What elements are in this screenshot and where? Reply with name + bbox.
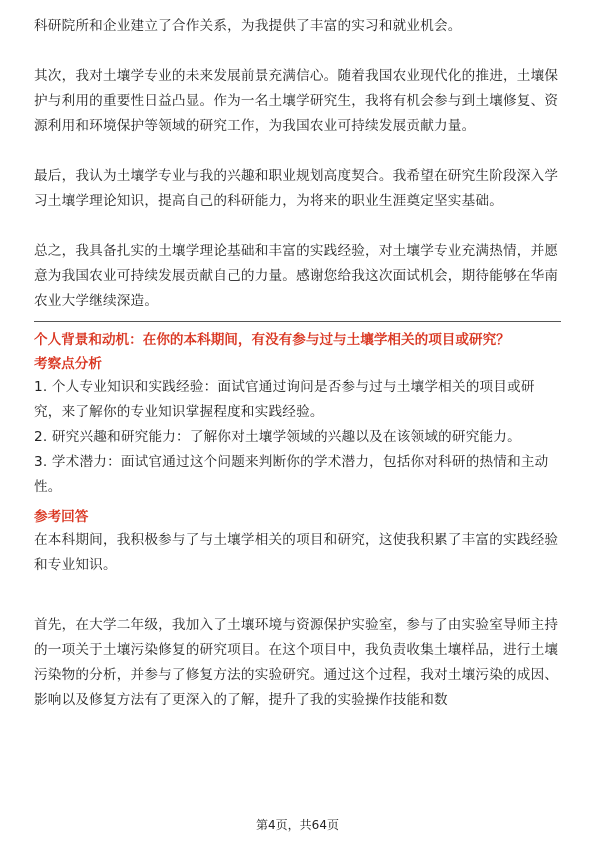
answer-heading: 参考回答 <box>34 509 89 525</box>
section-divider <box>34 321 561 322</box>
page-number: 第4页，共64页 <box>256 818 339 832</box>
answer-paragraph: 在本科期间，我积极参与了与土壤学相关的项目和研究，这使我积累了丰富的实践经验和专业知识。 <box>34 532 559 573</box>
paragraph: 科研院所和企业建立了合作关系，为我提供了丰富的实习和就业机会。 <box>34 18 462 34</box>
paragraph: 其次，我对土壤学专业的未来发展前景充满信心。随着我国农业现代化的推进，土壤保护与利用的重要性日益凸显。作为一名土壤学研究生，我将有机会参与到土壤修复、资源利用和环境保护等领域的研究工作，为我国农业可持续发展贡献力量。 <box>34 68 559 134</box>
interview-question: 个人背景和动机：在你的本科期间，有没有参与过与土壤学相关的项目或研究？ <box>34 332 510 348</box>
document-page <box>34 14 561 713</box>
analysis-heading: 考察点分析 <box>34 356 102 372</box>
analysis-item: 3. 学术潜力：面试官通过这个问题来判断你的学术潜力，包括你对科研的热情和主动性。 <box>34 454 549 495</box>
answer-paragraph: 首先，在大学二年级，我加入了土壤环境与资源保护实验室，参与了由实验室导师主持的一项关于土壤污染修复的研究项目。在这个项目中，我负责收集土壤样品，进行土壤污染物的分析，并参与了修复方法的实验研究。通过这个过程，我对土壤污染的成因、影响以及修复方法有了更深入的了解，提升了我的实验操作技能和数 <box>34 617 559 708</box>
analysis-item: 1. 个人专业知识和实践经验：面试官通过询问是否参与过与土壤学相关的项目或研究，来了解你的专业知识掌握程度和实践经验。 <box>34 379 535 420</box>
paragraph: 总之，我具备扎实的土壤学理论基础和丰富的实践经验，对土壤学专业充满热情，并愿意为我国农业可持续发展贡献自己的力量。感谢您给我这次面试机会，期待能够在华南农业大学继续深造。 <box>34 243 559 309</box>
analysis-item: 2. 研究兴趣和研究能力：了解你对土壤学领域的兴趣以及在该领域的研究能力。 <box>34 429 521 445</box>
paragraph: 最后，我认为土壤学专业与我的兴趣和职业规划高度契合。我希望在研究生阶段深入学习土壤学理论知识，提高自己的科研能力，为将来的职业生涯奠定坚实基础。 <box>34 168 559 209</box>
